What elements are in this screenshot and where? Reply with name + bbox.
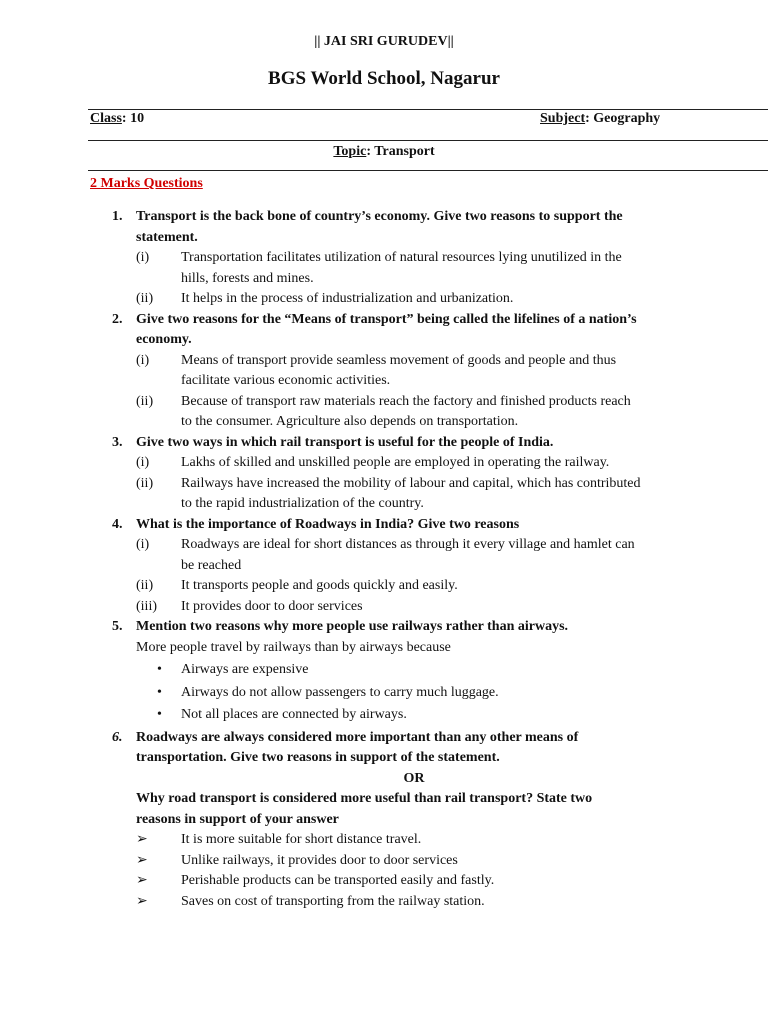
class-field <box>90 111 144 127</box>
question-line: Mention two reasons why more people use railways rather than airways. <box>136 619 569 634</box>
question-2 <box>0 310 676 351</box>
question-6 <box>0 728 676 769</box>
arrow-item <box>0 851 679 872</box>
header-rule-middle <box>88 140 768 141</box>
answer-item <box>0 289 679 310</box>
arrow-text: Saves on cost of transporting from the railway station. <box>181 893 485 909</box>
arrow-item <box>0 830 679 851</box>
bullet-text: Not all places are connected by airways. <box>181 707 407 722</box>
question-number: 4. <box>112 516 123 532</box>
question-line: Roadways are always considered more important than any other means of <box>136 729 579 745</box>
bullet-icon: • <box>157 684 162 700</box>
answer-line: hills, forests and mines. <box>181 270 314 286</box>
question-line: statement. <box>136 229 198 245</box>
answer-line: Because of transport raw materials reach the factory and finished products reach <box>181 393 631 409</box>
answer-line: Railways have increased the mobility of labour and capital, which has contributed <box>181 475 641 491</box>
arrow-bullet-icon: ➢ <box>136 873 148 888</box>
answer-item <box>0 597 679 618</box>
question-number: 6. <box>112 729 123 745</box>
answer-marker: (ii) <box>136 578 154 593</box>
question-number: 3. <box>112 434 123 450</box>
subject-label: Subject <box>540 111 586 126</box>
answer-marker: (i) <box>136 250 150 265</box>
answer-line: Roadways are ideal for short distances as through it every village and hamlet can <box>181 537 635 552</box>
answer-item <box>0 351 679 392</box>
answer-line: It transports people and goods quickly and easily. <box>181 578 458 593</box>
bullet-icon: • <box>157 707 162 722</box>
question-line: reasons in support of your answer <box>136 811 339 827</box>
answer-item <box>0 248 679 289</box>
answer-item <box>0 576 679 597</box>
question-line: economy. <box>136 332 192 347</box>
topic-field <box>0 144 768 160</box>
answer-line: facilitate various economic activities. <box>181 373 391 388</box>
question-6-alternative <box>0 789 676 830</box>
answer-marker: (iii) <box>136 598 157 614</box>
answer-line: It provides door to door services <box>181 598 363 614</box>
arrow-bullet-icon: ➢ <box>136 832 148 847</box>
bullet-item <box>0 705 679 726</box>
answer-item <box>0 453 679 474</box>
class-label: Class <box>90 111 122 126</box>
answer-item <box>0 535 679 576</box>
arrow-text: It is more suitable for short distance travel. <box>181 832 422 847</box>
answer-line: Transportation facilitates utilization of natural resources lying unutilized in the <box>181 250 622 265</box>
answer-line: It helps in the process of industrialization and urbanization. <box>181 291 514 306</box>
answer-marker: (ii) <box>136 475 154 491</box>
question-1 <box>0 207 676 248</box>
header-rule-bottom <box>88 170 768 171</box>
answer-line: Lakhs of skilled and unskilled people are employed in operating the railway. <box>181 455 610 470</box>
arrow-text: Unlike railways, it provides door to door services <box>181 852 458 868</box>
answer-intro: More people travel by railways than by airways because <box>136 639 451 655</box>
answer-line: to the consumer. Agriculture also depends on transportation. <box>181 414 519 429</box>
arrow-item <box>0 871 679 892</box>
question-3 <box>0 433 676 454</box>
header-rule-top <box>88 109 768 110</box>
bullet-icon: • <box>157 662 162 677</box>
question-5 <box>0 617 676 638</box>
school-name: BGS World School, Nagarur <box>268 68 500 89</box>
subject-field <box>540 111 660 127</box>
question-number: 5. <box>112 619 123 634</box>
bullet-text: Airways do not allow passengers to carry much luggage. <box>181 684 499 700</box>
invocation-line: || JAI SRI GURUDEV|| <box>314 34 454 49</box>
question-line: Give two ways in which rail transport is useful for the people of India. <box>136 434 554 450</box>
answer-marker: (i) <box>136 537 150 552</box>
arrow-item <box>0 892 679 913</box>
answer-marker: (i) <box>136 455 150 470</box>
question-number: 1. <box>112 209 123 224</box>
question-line: Why road transport is considered more useful than rail transport? State two <box>136 791 593 806</box>
arrow-text: Perishable products can be transported easily and fastly. <box>181 873 495 888</box>
question-number: 2. <box>112 311 123 327</box>
answer-marker: (i) <box>136 352 150 368</box>
question-line: Give two reasons for the “Means of transport” being called the lifelines of a nation’s <box>136 311 637 327</box>
question-4 <box>0 515 676 536</box>
bullet-item <box>0 660 679 681</box>
answer-marker: (ii) <box>136 393 154 409</box>
bullet-item <box>0 683 679 704</box>
answer-item <box>0 474 679 515</box>
section-title: 2 Marks Questions <box>90 176 203 191</box>
subject-value: : Geography <box>585 111 661 126</box>
question-line: transportation. Give two reasons in support of the statement. <box>136 750 500 765</box>
topic-value: : Transport <box>366 144 435 159</box>
answer-line: be reached <box>181 557 242 573</box>
or-separator: OR <box>403 770 425 786</box>
question-line: What is the importance of Roadways in India? Give two reasons <box>136 516 520 532</box>
topic-label: Topic <box>333 144 367 159</box>
question-line: Transport is the back bone of country’s economy. Give two reasons to support the <box>136 209 623 224</box>
answer-line: Means of transport provide seamless movement of goods and people and thus <box>181 352 617 368</box>
arrow-bullet-icon: ➢ <box>136 893 148 909</box>
answer-marker: (ii) <box>136 291 154 306</box>
answer-line: to the rapid industrialization of the country. <box>181 496 424 511</box>
arrow-bullet-icon: ➢ <box>136 852 148 868</box>
class-value: : 10 <box>121 111 145 126</box>
answer-item <box>0 392 679 433</box>
bullet-text: Airways are expensive <box>181 662 309 677</box>
questions-list <box>0 207 768 912</box>
